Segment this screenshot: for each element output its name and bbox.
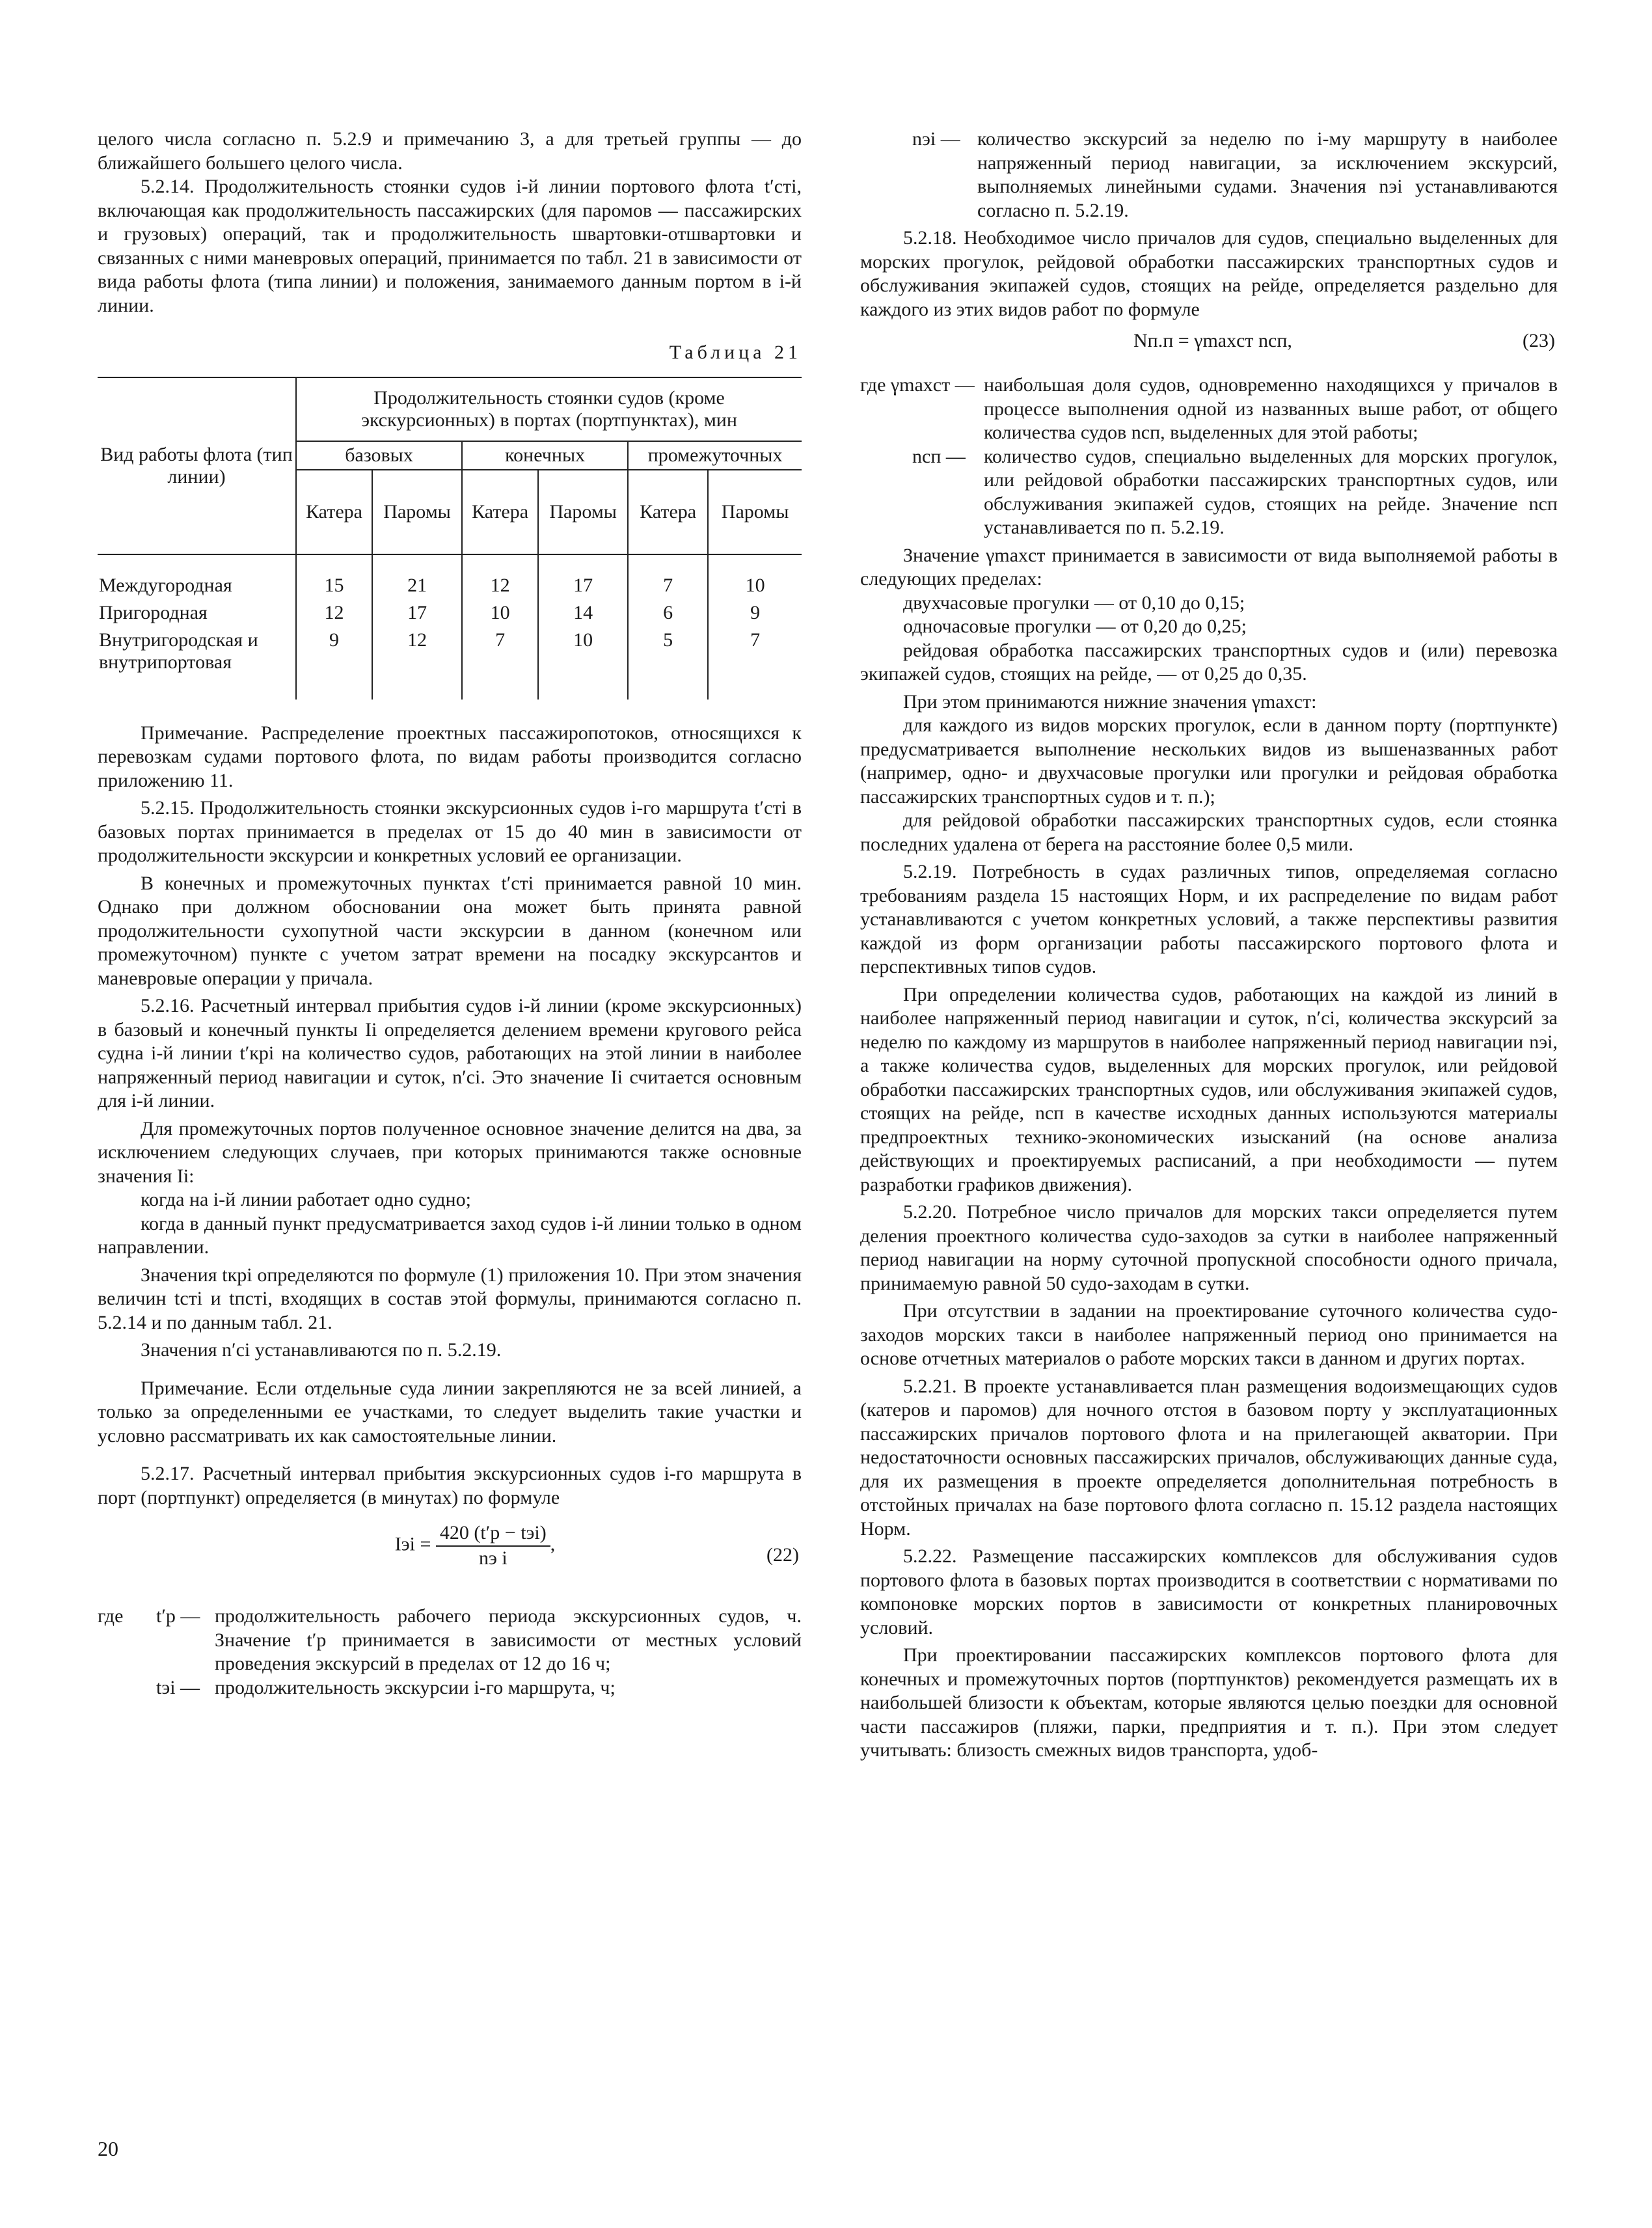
paragraph: Значения tкрi определяются по формуле (1) приложения 10. При этом значения величин tстi и tпстi, входящих в состав этой формулы, принимаются согласно п. 5.2.14 и по данным табл. 21.: [98, 1264, 802, 1333]
paragraph-5-2-21: 5.2.21. В проекте устанавливается план размещения водоизмещающих судов (катеров и паромов) для ночного отстоя в базовом порту у эксплуатационных пассажирских причалов портового флота и на прилегающей акватории. При недостаточности основных пассажирских причалов, обслуживающих данные суда, для их размещения в проекте определяется дополнительная потребность в отстойных причалах на базе портового флота согласно п. 15.12 раздела настоящих Норм.: [860, 1375, 1558, 1540]
right-column: [860, 128, 1558, 1763]
formula-23: [860, 329, 1558, 366]
definition-symbol: nсп —: [912, 445, 966, 467]
paragraph-5-2-19: 5.2.19. Потребность в судах различных типов, определяемая согласно требованиям раздела 15 настоящих Норм, и их распределение по видам работ устанавливаются с учетом конкретных условий, а также перспективы развития каждой из форм организации работы пассажирского портового флота и перспективных типов судов.: [860, 861, 1558, 977]
table-col-type-header: Вид работы флота (тип линии): [100, 443, 293, 487]
table-row: [98, 554, 802, 599]
paragraph: одночасовые прогулки — от 0,20 до 0,25;: [903, 616, 1247, 637]
paragraph: двухчасовые прогулки — от 0,10 до 0,15;: [903, 591, 1245, 614]
table-vessel-col: Катера: [628, 470, 708, 554]
paragraph: для каждого из видов морских прогулок, если в данном порту (портпункте) предусматривается выполнение нескольких видов из вышеназванных работ (например, одно- и двухчасовые прогулки или прогулки и рейдовая обработка пассажирских транспортных судов и т. п.);: [860, 714, 1558, 808]
formula-fraction: [436, 1521, 550, 1570]
page-number: 20: [98, 2137, 118, 2160]
table-vessel-col: Паромы: [372, 470, 462, 554]
definition-text: количество судов, специально выделенных для морских прогулок, или рейдовой обработки пассажирских транспортных судов, или обслуживания экипажей судов, стоящих на рейде. Значение nсп устанавливается по п. 5.2.19.: [984, 445, 1558, 538]
table-row: [98, 627, 802, 700]
paragraph: Значения n′ci устанавливаются по п. 5.2.19.: [141, 1339, 502, 1361]
table-row-type: Внутригородская и внутрипортовая: [99, 629, 258, 673]
table-cell: 9: [296, 627, 372, 700]
paragraph-5-2-16: 5.2.16. Расчетный интервал прибытия судов i-й линии (кроме экскурсионных) в базовый и конечный пункты Ii определяется делением времени кругового рейса судна i-й линии t′крi на количество судов, работающих на этой линии в наиболее напряженный период навигации и суток, n′ci. Это значение Ii считается основным для i-й линии.: [98, 995, 802, 1111]
definition-symbol: t′р —: [156, 1605, 200, 1627]
paragraph: Для промежуточных портов полученное основное значение делится на два, за исключением следующих случаев, при которых принимаются также основные значения Ii:: [98, 1117, 802, 1187]
table-cell: 5: [628, 627, 708, 700]
formula-lhs: Iэi =: [394, 1533, 431, 1555]
table-cell: 7: [628, 554, 708, 599]
table-subheader: базовых: [296, 441, 462, 470]
table-cell: 12: [372, 627, 462, 700]
table-cell: 17: [372, 599, 462, 627]
formula-expression: Nп.п = γmaxст nсп,: [1133, 330, 1292, 351]
paragraph-5-2-14: 5.2.14. Продолжительность стоянки судов i-й линии портового флота t′стi, включающая как продолжительность пассажирских (для паромов — пассажирских и грузовых) операций, так и продолжительность швартовки-отшвартовки и связанных с ними маневровых операций, принимается по табл. 21 в зависимости от вида работы флота (типа линии) и положения, занимаемого данным портом в i-й линии.: [98, 176, 802, 316]
table-cell: 14: [538, 599, 628, 627]
table-row-type: Междугородная: [99, 574, 232, 596]
left-column: [98, 128, 802, 1700]
paragraph-5-2-22: 5.2.22. Размещение пассажирских комплексов для обслуживания судов портового флота в базовых портах производится в соответствии с нормативами по компоновке морских портов в зависимости от конкретных планировочных условий.: [860, 1545, 1558, 1638]
paragraph: когда на i-й линии работает одно судно;: [141, 1189, 471, 1210]
table-cell: 7: [708, 627, 802, 700]
note: Примечание. Если отдельные суда линии закрепляются не за всей линией, а только за определенными ее участками, то следует выделить такие участки и условно рассматривать их как самостоятельные линии.: [98, 1377, 802, 1447]
paragraph: При проектировании пассажирских комплексов портового флота для конечных и промежуточных портов (портпунктов) рекомендуется размещать их в наибольшей близости к объектам, которые являются целью поездки для основной части пассажиров (пляжи, парки, предприятия и т. п.). При этом следует учитывать: близость смежных видов транспорта, удоб-: [860, 1644, 1558, 1761]
definition-symbol: nэi —: [912, 128, 960, 150]
paragraph: При этом принимаются нижние значения γmaxст:: [903, 690, 1317, 713]
paragraph: В конечных и промежуточных пунктах t′стi принимается равной 10 мин. Однако при должном обосновании она может быть принята равной продолжительности сухопутной части экскурсии в данном (конечном или промежуточном) пункте с учетом затрат времени на посадку экскурсантов и маневровые операции у причала.: [98, 872, 802, 989]
table-row: [98, 599, 802, 627]
formula-number: (22): [766, 1544, 799, 1566]
formula-denominator: nэ i: [478, 1547, 508, 1569]
paragraph-5-2-20: 5.2.20. Потребное число причалов для морских такси определяется путем деления проектного количества судо-заходов за сутки в наиболее напряженный период навигации на норму суточной пропускной способности одного причала, принимаемую равной 50 судо-заходам в сутки.: [860, 1201, 1558, 1294]
table-cell: 9: [708, 599, 802, 627]
table-subheader: промежуточных: [628, 441, 802, 470]
definition: [98, 1605, 802, 1676]
table-cell: 17: [538, 554, 628, 599]
formula-numerator: 420 (t′р − tэi): [436, 1521, 550, 1547]
definition: [860, 445, 1558, 540]
table-cell: 21: [372, 554, 462, 599]
paragraph: целого числа согласно п. 5.2.9 и примечанию 3, а для третьей группы — до ближайшего большего целого числа.: [98, 128, 802, 174]
table-cell: 6: [628, 599, 708, 627]
definition-symbol: где γmaxст —: [860, 374, 975, 396]
table-21: [98, 377, 802, 700]
formula-comma: ,: [550, 1533, 556, 1555]
table-vessel-col: Катера: [462, 470, 538, 554]
definition: [860, 374, 1558, 445]
table-vessel-col: Паромы: [708, 470, 802, 554]
definition: [98, 1676, 802, 1700]
paragraph: При отсутствии в задании на проектирование суточного количества судо-заходов морских такси в наиболее напряженный период оно принимается на основе отчетных материалов о работе морских такси в данном и других портах.: [860, 1300, 1558, 1369]
table-cell: 10: [462, 599, 538, 627]
table-group-header: Продолжительность стоянки судов (кроме экскурсионных) в портах (портпунктах), мин: [296, 377, 802, 441]
table-note: Примечание. Распределение проектных пассажиропотоков, относящихся к перевозкам судами портового флота, по видам работы производится согласно приложению 11.: [98, 722, 802, 791]
formula-22: [98, 1521, 802, 1593]
where-label: где: [98, 1605, 124, 1627]
paragraph: когда в данный пункт предусматривается заход судов i-й линии только в одном направлении.: [98, 1212, 802, 1258]
formula-number: (23): [1523, 330, 1555, 351]
definition: [860, 128, 1558, 223]
definition-text: наибольшая доля судов, одновременно находящихся у причалов в процессе выполнения одной из названных выше работ, от общего количества судов nсп, выделенных для этой работы;: [984, 374, 1558, 443]
table-cell: 12: [462, 554, 538, 599]
definition-text: продолжительность экскурсии i-го маршрута, ч;: [215, 1676, 616, 1698]
paragraph: для рейдовой обработки пассажирских транспортных судов, если стоянка последних удалена от берега на расстояние более 0,5 мили.: [860, 809, 1558, 855]
table-vessel-col: Паромы: [538, 470, 628, 554]
table-cell: 7: [462, 627, 538, 700]
paragraph: Значение γmaxст принимается в зависимости от вида выполняемой работы в следующих пределах:: [860, 544, 1558, 590]
table-subheader: конечных: [462, 441, 628, 470]
table-vessel-col: Катера: [296, 470, 372, 554]
definition-symbol: tэi —: [156, 1676, 200, 1698]
paragraph-5-2-17: 5.2.17. Расчетный интервал прибытия экскурсионных судов i-го маршрута в порт (портпункт) определяется (в минутах) по формуле: [98, 1463, 802, 1508]
definition-text: продолжительность рабочего периода экскурсионных судов, ч. Значение t′р принимается в зависимости от местных условий проведения экскурсий в пределах от 12 до 16 ч;: [215, 1605, 802, 1674]
table-cell: 10: [538, 627, 628, 700]
paragraph-5-2-18: 5.2.18. Необходимое число причалов для судов, специально выделенных для морских прогулок, рейдовой обработки пассажирских транспортных судов и обслуживания экипажей судов, стоящих на рейде, определяется раздельно для каждого из этих видов работ по формуле: [860, 227, 1558, 320]
paragraph-5-2-15: 5.2.15. Продолжительность стоянки экскурсионных судов i-го маршрута t′стi в базовых портах принимается в пределах от 15 до 40 мин в зависимости от продолжительности экскурсии и конкретных условий ее организации.: [98, 797, 802, 866]
paragraph: рейдовая обработка пассажирских транспортных судов и (или) перевозка экипажей судов, стоящих на рейде, — от 0,25 до 0,35.: [860, 639, 1558, 685]
table-title: Таблица 21: [669, 342, 802, 363]
table-cell: 12: [296, 599, 372, 627]
paragraph: При определении количества судов, работающих на каждой из линий в наиболее напряженный период навигации и суток, n′ci, количества экскурсий за неделю по каждому из маршрутов в наиболее напряженный период навигации nэi, а также количества судов, выделенных для морских прогулок, или рейдовой обработки пассажирских транспортных судов, или обслуживания экипажей судов, стоящих на рейде, nсп в качестве исходных данных используются материалы предпроектных технико-экономических изысканий (на основе анализа действующих и проектируемых расписаний, а при необходимости — путем разработки графиков движения).: [860, 983, 1558, 1195]
definition-text: количество экскурсий за неделю по i-му маршруту в наиболее напряженный период навигации, за исключением экскурсий, выполняемых линейными судами. Значения nэi устанавливаются согласно п. 5.2.19.: [977, 128, 1558, 221]
table-cell: 15: [296, 554, 372, 599]
table-cell: 10: [708, 554, 802, 599]
table-row-type: Пригородная: [99, 601, 208, 623]
